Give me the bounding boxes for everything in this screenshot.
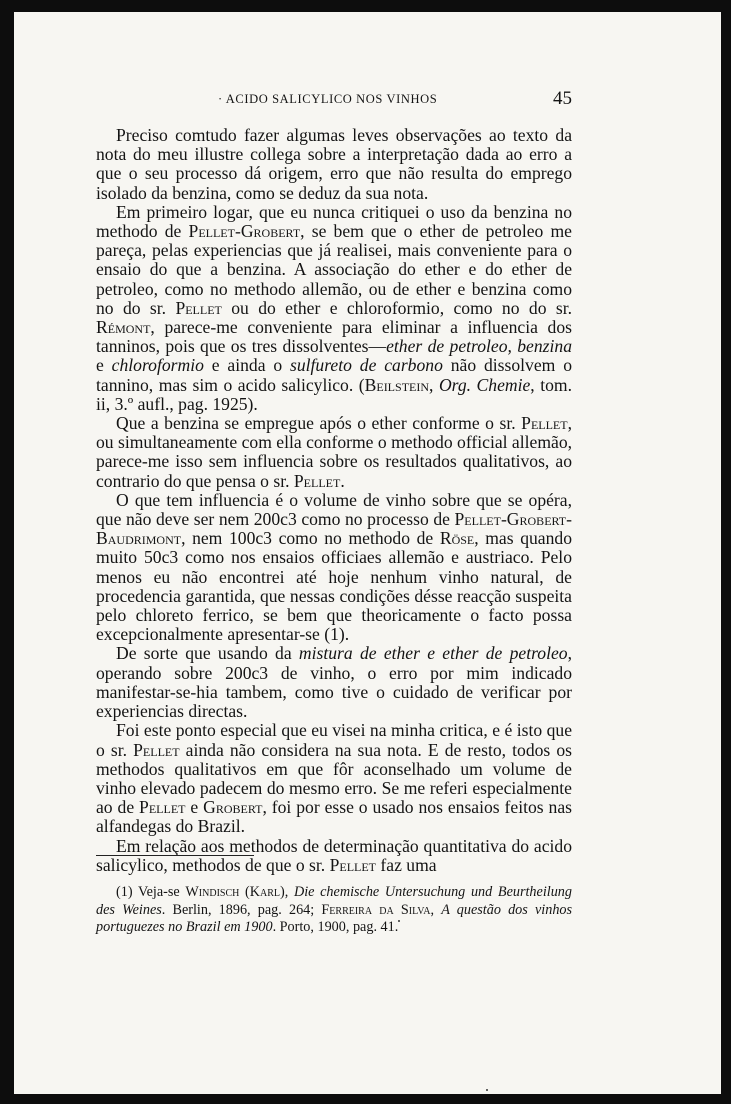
footnote	[96, 884, 572, 937]
text-run: , se bem que o ether de petroleo me pareça, pelas experiencias que já realisei, mais conveniente para o ensaio do que a benzina. A associação do ether e do ether de petroleo, como no methodo allemão, ou de ether e benzina como no do sr.	[96, 221, 572, 318]
scan-border-bottom	[0, 1094, 731, 1104]
footnote-paragraph	[96, 884, 572, 937]
text-run: .	[340, 470, 345, 491]
text-run: não dissolvem o tannino, mas sim o acido salicylico. (	[96, 355, 572, 395]
scan-border-top	[0, 0, 731, 12]
text-run: , operando sobre 200c3 de vinho, o erro por mim indicado manifestar-se-hia tambem, como tive o cuidado de verificar por experiencias directas.	[96, 643, 572, 722]
small-caps-run: Pellet	[133, 739, 180, 760]
text-run: , parece-me conveniente para eliminar a influencia dos tanninos, pois que os tres dissolventes—	[96, 317, 572, 357]
text-run: . Porto, 1900, pag. 41.	[272, 919, 399, 935]
paragraph	[96, 721, 572, 836]
text-run: Em relação aos methodos de determinação quantitativa do acido salicylico, methodos de que o sr.	[96, 835, 572, 875]
text-run: ,	[284, 884, 294, 900]
italic-run: Die chemische Untersuchung und Beurtheilung des Weines	[96, 884, 572, 918]
small-caps-run: Beilstein	[364, 374, 430, 395]
paragraph	[96, 203, 572, 414]
text-run: ,	[429, 374, 439, 395]
text-run: Em primeiro logar, que eu nunca critiquei o uso da benzina no methodo de	[96, 201, 572, 242]
text-run: e	[96, 355, 112, 376]
scan-border-left	[0, 0, 14, 1104]
page-number: 45	[553, 88, 572, 109]
italic-run: ether de petroleo, benzina	[386, 336, 572, 357]
running-head	[100, 88, 572, 112]
small-caps-run: Windisch (Karl)	[185, 884, 285, 900]
paragraph	[96, 414, 572, 491]
text-run: ,	[430, 901, 442, 918]
italic-run: chloroformio	[111, 355, 204, 376]
text-run: Que a benzina se empregue após o ether conforme o sr.	[116, 413, 522, 434]
scan-border-right	[721, 0, 731, 1104]
text-run: ou do ether e chloroformio, como no do sr.	[221, 297, 572, 318]
text-run: faz uma	[376, 854, 437, 875]
text-run: ainda não considera na sua nota. E de resto, todos os methodos qualitativos em que fôr aconselhado um volume de vinho elevado padecem do mesmo erro. Se me referi especialmente ao de	[96, 739, 572, 818]
small-caps-run: Pellet	[329, 854, 377, 875]
paragraph	[96, 491, 572, 645]
text-run: , mas quando muito 50c3 como nos ensaios officiaes allemão e austriaco. Pelo menos eu não encontrei até hoje nenhum vinho natural, de procedencia garantida, que nessas condições désse reacção suspeita pelo chloreto ferrico, se bem que theoricamente o facto possa excepcionalmente apresentar-se (1).	[96, 528, 572, 645]
text-run: , tom. ii, 3.º aufl., pag. 1925).	[96, 374, 572, 414]
text-run: (1) Veja-se	[116, 884, 186, 900]
small-caps-run: Pellet	[139, 797, 186, 818]
text-run: , nem 100c3 como no methodo de	[181, 528, 440, 549]
text-run: . Berlin, 1896, pag. 264;	[161, 901, 322, 918]
small-caps-run: Pellet	[293, 470, 341, 491]
italic-run: Org. Chemie	[438, 374, 531, 395]
text-run: O que tem influencia é o volume de vinho sobre que se opéra, que não deve ser nem 200c3 como no processo de	[96, 489, 572, 530]
running-title: · ACIDO SALICYLICO NOS VINHOS	[218, 92, 438, 106]
text-run: e	[185, 797, 204, 818]
text-run: Preciso comtudo fazer algumas leves observações ao texto da nota do meu illustre collega sobre a interpretação dada ao erro a que o seu processo dá origem, erro que não resulta do emprego isolado da benzina, como se deduz da sua nota.	[96, 125, 572, 203]
small-caps-run: Pellet-Grobert	[188, 221, 301, 242]
print-speck	[486, 1089, 488, 1091]
text-run: , ou simultaneamente com ella conforme o methodo official allemão, parece-me isso sem influencia sobre os resultados qualitativos, ao contrario do que pensa o sr.	[96, 413, 573, 491]
small-caps-run: Grobert	[203, 797, 263, 818]
paragraph	[96, 126, 572, 203]
print-speck	[398, 920, 400, 922]
body-text	[96, 126, 572, 875]
small-caps-run: Pellet	[521, 413, 568, 434]
text-run: Foi este ponto especial que eu visei na minha critica, e é isto que o sr.	[96, 720, 572, 760]
small-caps-run: Pellet	[175, 297, 222, 318]
small-caps-run: Rémont	[96, 317, 151, 338]
italic-run: sulfureto de carbono	[290, 355, 443, 376]
text-run: , foi por esse o usado nos ensaios feitos nas alfandegas do Brazil.	[96, 797, 572, 837]
text-run: e ainda o	[203, 355, 291, 376]
small-caps-run: Pellet-Grobert-Baudrimont	[96, 509, 572, 549]
text-run: De sorte que usando da	[116, 643, 299, 664]
italic-run: A questão dos vinhos portuguezes no Brazil em 1900	[96, 901, 573, 935]
small-caps-run: Ferreira da Silva	[321, 901, 431, 918]
paragraph	[96, 644, 572, 721]
italic-run: mistura de ether e ether de petroleo	[298, 643, 568, 664]
small-caps-run: Röse	[439, 528, 475, 549]
footnote-rule	[96, 855, 254, 856]
